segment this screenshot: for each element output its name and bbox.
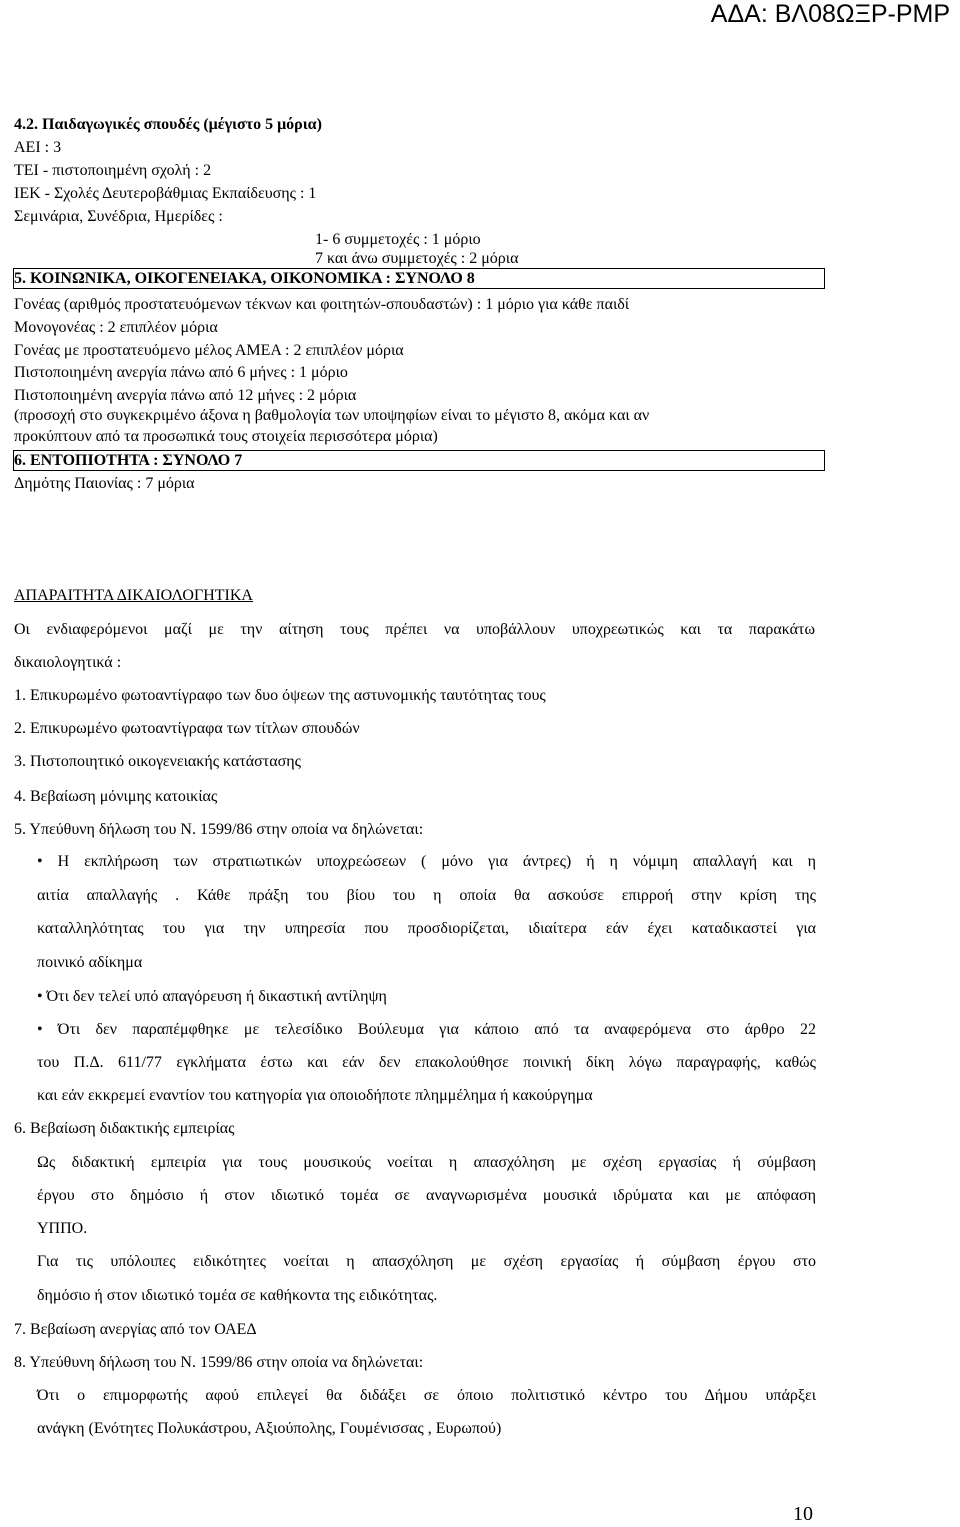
section-5-line: Πιστοποιημένη ανεργία πάνω από 12 μήνες : 2 μόρια (14, 387, 357, 404)
section-5-line: (προσοχή στο συγκεκριμένο άξονα η βαθμολογία των υποψηφίων είναι το μέγιστο 8, ακόμα και αν (14, 407, 650, 424)
docs-item: 8. Υπεύθυνη δήλωση του Ν. 1599/86 στην οποία να δηλώνεται: (14, 1354, 424, 1371)
section-5-line: Πιστοποιημένη ανεργία πάνω από 6 μήνες : 1 μόριο (14, 364, 348, 381)
section-5-line: Γονέας (αριθμός προστατευόμενων τέκνων και φοιτητών-σπουδαστών) : 1 μόριο για κάθε παιδί (14, 296, 630, 313)
docs-item-detail: Ως διδακτική εμπειρία για τους μουσικούς νοείται η απασχόληση με σχέση εργασίας ή σύμβαση (37, 1154, 816, 1171)
section-5-line: προκύπτουν από τα προσωπικά τους στοιχεία περισσότερα μόρια) (14, 428, 438, 445)
section-4-2-line: ΑΕΙ : 3 (14, 139, 62, 156)
section-5-line: Μονογονέας : 2 επιπλέον μόρια (14, 319, 218, 336)
docs-bullet-line: • Ότι δεν τελεί υπό απαγόρευση ή δικαστική αντίληψη (37, 988, 387, 1005)
docs-item: 5. Υπεύθυνη δήλωση του Ν. 1599/86 στην οποία να δηλώνεται: (14, 821, 424, 838)
section-5-line: Γονέας με προστατευόμενο μέλος ΑΜΕΑ : 2 επιπλέον μόρια (14, 342, 404, 359)
section-6-title: 6. ΕΝΤΟΠΙΟΤΗΤΑ : ΣΥΝΟΛΟ 7 (14, 452, 243, 469)
section-4-2-title: 4.2. Παιδαγωγικές σπουδές (μέγιστο 5 μόρια) (14, 116, 322, 133)
docs-item: 1. Επικυρωμένο φωτοαντίγραφο των δυο όψεων της αστυνομικής ταυτότητας τους (14, 687, 546, 704)
docs-item-detail: Ότι ο επιμορφωτής αφού επιλεγεί θα διδάξει σε όποιο πολιτιστικό κέντρο του Δήμου υπάρξει (37, 1387, 816, 1404)
docs-bullet-line: • Η εκπλήρωση των στρατιωτικών υποχρεώσεων ( μόνο για άντρες) ή η νόμιμη απαλλαγή και η (37, 853, 816, 870)
docs-bullet-line: και εάν εκκρεμεί εναντίον του κατηγορία για οποιοδήποτε πλημμέλημα ή κακούργημα (37, 1087, 593, 1104)
section-6-line: Δημότης Παιονίας : 7 μόρια (14, 475, 195, 492)
section-5-title: 5. ΚΟΙΝΩΝΙΚΑ, ΟΙΚΟΓΕΝΕΙΑΚΑ, ΟΙΚΟΝΟΜΙΚΑ : ΣΥΝΟΛΟ 8 (14, 270, 475, 287)
ada-code: ΑΔΑ: ΒΛ08ΩΞΡ-ΡΜΡ (710, 0, 950, 28)
section-4-2-line: Σεμινάρια, Συνέδρια, Ημερίδες : (14, 208, 223, 225)
docs-item: 3. Πιστοποιητικό οικογενειακής κατάστασης (14, 753, 301, 770)
docs-item: 4. Βεβαίωση μόνιμης κατοικίας (14, 788, 218, 805)
docs-intro: δικαιολογητικά : (14, 654, 122, 671)
docs-bullet-line: • Ότι δεν παραπέμφθηκε με τελεσίδικο Βούλευμα για κάποιο από τα αναφερόμενα στο άρθρο 22 (37, 1021, 816, 1038)
docs-item-detail: Για τις υπόλοιπες ειδικότητες νοείται η απασχόληση με σχέση εργασίας ή σύμβαση έργου στο (37, 1253, 816, 1270)
docs-heading-part: ΑΠΑΡΑΙΤΗΤΑ (14, 587, 117, 604)
docs-bullet-line: του Π.Δ. 611/77 εγκλήματα έστω και εάν δεν επακολούθησε ποινική δίκη λόγω παραγραφής, καθώς (37, 1054, 816, 1071)
docs-item-detail: ανάγκη (Ενότητες Πολυκάστρου, Αξιούπολης, Γουμένισσας , Ευρωπού) (37, 1420, 502, 1437)
section-4-2-line: ΤΕΙ - πιστοποιημένη σχολή : 2 (14, 162, 212, 179)
docs-bullet-line: αιτία απαλλαγής . Κάθε πράξη του βίου του η οποία θα ασκούσε επιρροή στην κρίση της (37, 887, 816, 904)
docs-item-detail: ΥΠΠΟ. (37, 1220, 88, 1237)
docs-item-detail: δημόσιο ή στον ιδιωτικό τομέα σε καθήκοντα της ειδικότητας. (37, 1287, 438, 1304)
docs-bullet-line: ποινικό αδίκημα (37, 954, 143, 971)
docs-heading (14, 585, 253, 607)
section-4-2-sub: 7 και άνω συμμετοχές : 2 μόρια (315, 250, 519, 267)
docs-intro: Οι ενδιαφερόμενοι μαζί με την αίτηση τους πρέπει να υποβάλλουν υποχρεωτικώς και τα παρακάτω (14, 621, 815, 638)
docs-bullet-line: καταλληλότητας του για την υπηρεσία που προσδιορίζεται, ιδιαίτερα εάν έχει καταδικαστεί για (37, 920, 816, 937)
docs-item: 7. Βεβαίωση ανεργίας από τον ΟΑΕΔ (14, 1321, 257, 1338)
docs-item: 6. Βεβαίωση διδακτικής εμπειρίας (14, 1120, 235, 1137)
section-4-2-line: ΙΕΚ - Σχολές Δευτεροβάθμιας Εκπαίδευσης : 1 (14, 185, 317, 202)
docs-item-detail: έργου στο δημόσιο ή στον ιδιωτικό τομέα σε αναγνωρισμένα μουσικά ιδρύματα και με απόφαση (37, 1187, 816, 1204)
docs-heading-part: ΔΙΚΑΙΟΛΟΓΗΤΙΚΑ (116, 587, 253, 604)
page-number: 10 (793, 1503, 813, 1525)
section-4-2-sub: 1- 6 συμμετοχές : 1 μόριο (315, 231, 481, 248)
docs-item: 2. Επικυρωμένο φωτοαντίγραφα των τίτλων σπουδών (14, 720, 360, 737)
